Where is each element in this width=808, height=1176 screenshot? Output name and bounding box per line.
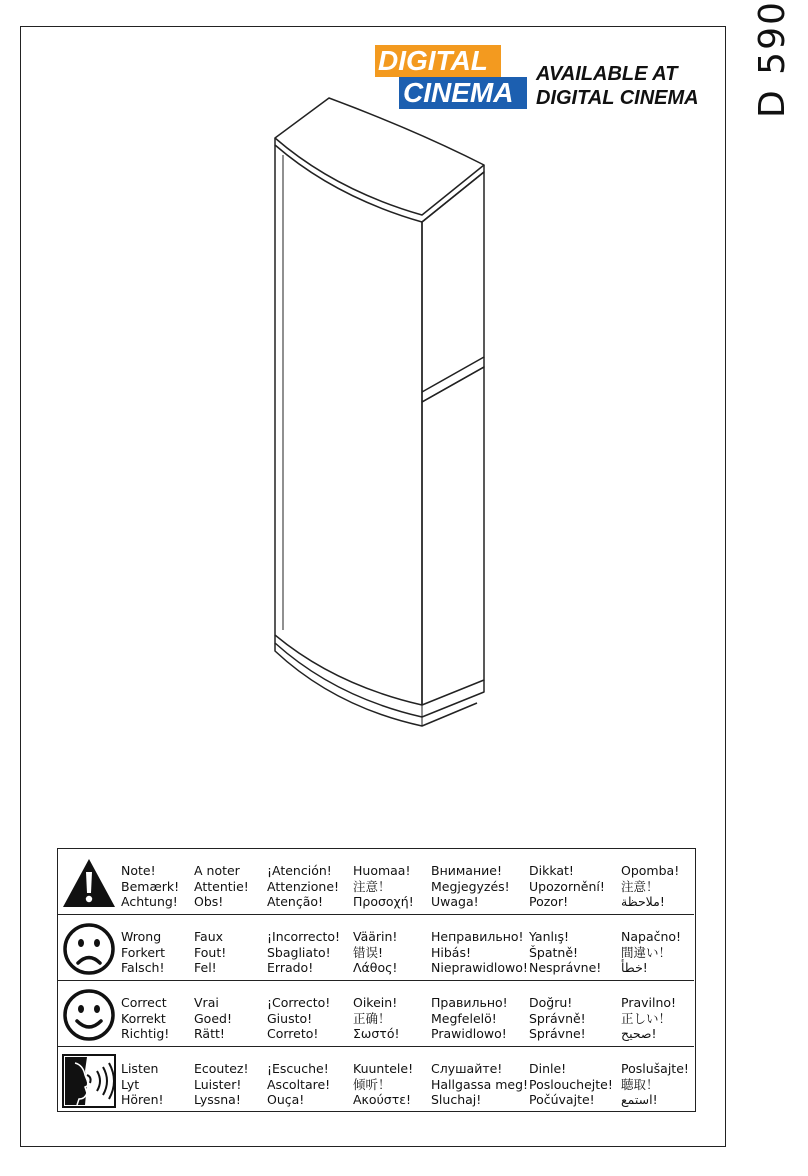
cabinet-illustration	[265, 95, 495, 745]
cell-col-5: Неправильно! Hibás! Nieprawidlowo!	[431, 929, 528, 975]
sad-face-icon	[61, 921, 117, 977]
logo-line-digital: DIGITAL	[375, 45, 501, 77]
model-number: D 590	[752, 0, 793, 118]
cell-col-4: Oikein! 正确！ Σωστό!	[353, 995, 400, 1041]
logo-line-cinema: CINEMA	[399, 77, 527, 109]
cell-col-3: ¡Correcto! Giusto! Correto!	[267, 995, 331, 1041]
cell-col-4: Kuuntele! 倾听！ Ακούστε!	[353, 1061, 414, 1107]
cell-col-6: Dikkat! Upozornění! Pozor!	[529, 863, 605, 909]
cell-col-4: Huomaa! 注意！ Προσοχή!	[353, 863, 414, 909]
cell-col-7: Opomba! 注意！ ملاحظة!	[621, 863, 680, 909]
cell-col-2: Faux Fout! Fel!	[194, 929, 227, 975]
cell-col-7: Pravilno! 正しい！ صحيح!	[621, 995, 677, 1041]
cell-col-1: Note! Bemærk! Achtung!	[121, 863, 180, 909]
listening-head-icon	[61, 1053, 117, 1109]
cell-col-5: Правильно! Megfelelö! Prawidlowo!	[431, 995, 508, 1041]
table-row-correct	[58, 980, 694, 1046]
cell-col-5: Слушайте! Hallgassa meg! Sluchaj!	[431, 1061, 529, 1107]
warning-table	[57, 848, 696, 1112]
cell-col-2: Vrai Goed! Rätt!	[194, 995, 232, 1041]
cell-col-2: Ecoutez! Luister! Lyssna!	[194, 1061, 249, 1107]
table-row-wrong	[58, 914, 694, 980]
cell-col-4: Väärin! 错误! Λάθος!	[353, 929, 398, 975]
cell-col-3: ¡Atención! Attenzione! Atenção!	[267, 863, 340, 909]
table-row-listen	[58, 1046, 694, 1112]
cell-col-1: Listen Lyt Hören!	[121, 1061, 164, 1107]
cabinet-front	[275, 145, 422, 705]
cell-col-7: Napačno! 間違い！ خطأ!	[621, 929, 682, 975]
cell-col-6: Dinle! Poslouchejte! Počúvajte!	[529, 1061, 613, 1107]
cell-col-6: Doğru! Správně! Správne!	[529, 995, 586, 1041]
cell-col-3: ¡Incorrecto! Sbagliato! Errado!	[267, 929, 341, 975]
cabinet-side-lower	[422, 367, 484, 705]
cell-col-7: Poslušajte! 聴取！ استمع!	[621, 1061, 689, 1107]
cell-col-3: ¡Escuche! Ascoltare! Ouça!	[267, 1061, 331, 1107]
table-row-note	[58, 849, 694, 914]
cell-col-2: A noter Attentie! Obs!	[194, 863, 249, 909]
warning-triangle-icon	[61, 855, 117, 911]
cell-col-6: Yanlış! Špatně! Nesprávne!	[529, 929, 602, 975]
availability-line-1: AVAILABLE AT	[536, 63, 678, 85]
cell-col-1: Wrong Forkert Falsch!	[121, 929, 166, 975]
cell-col-5: Внимание! Megjegyzés! Uwaga!	[431, 863, 510, 909]
cell-col-1: Correct Korrekt Richtig!	[121, 995, 170, 1041]
happy-face-icon	[61, 987, 117, 1043]
availability-text	[536, 62, 699, 110]
availability-line-2: DIGITAL CINEMA	[536, 87, 699, 109]
